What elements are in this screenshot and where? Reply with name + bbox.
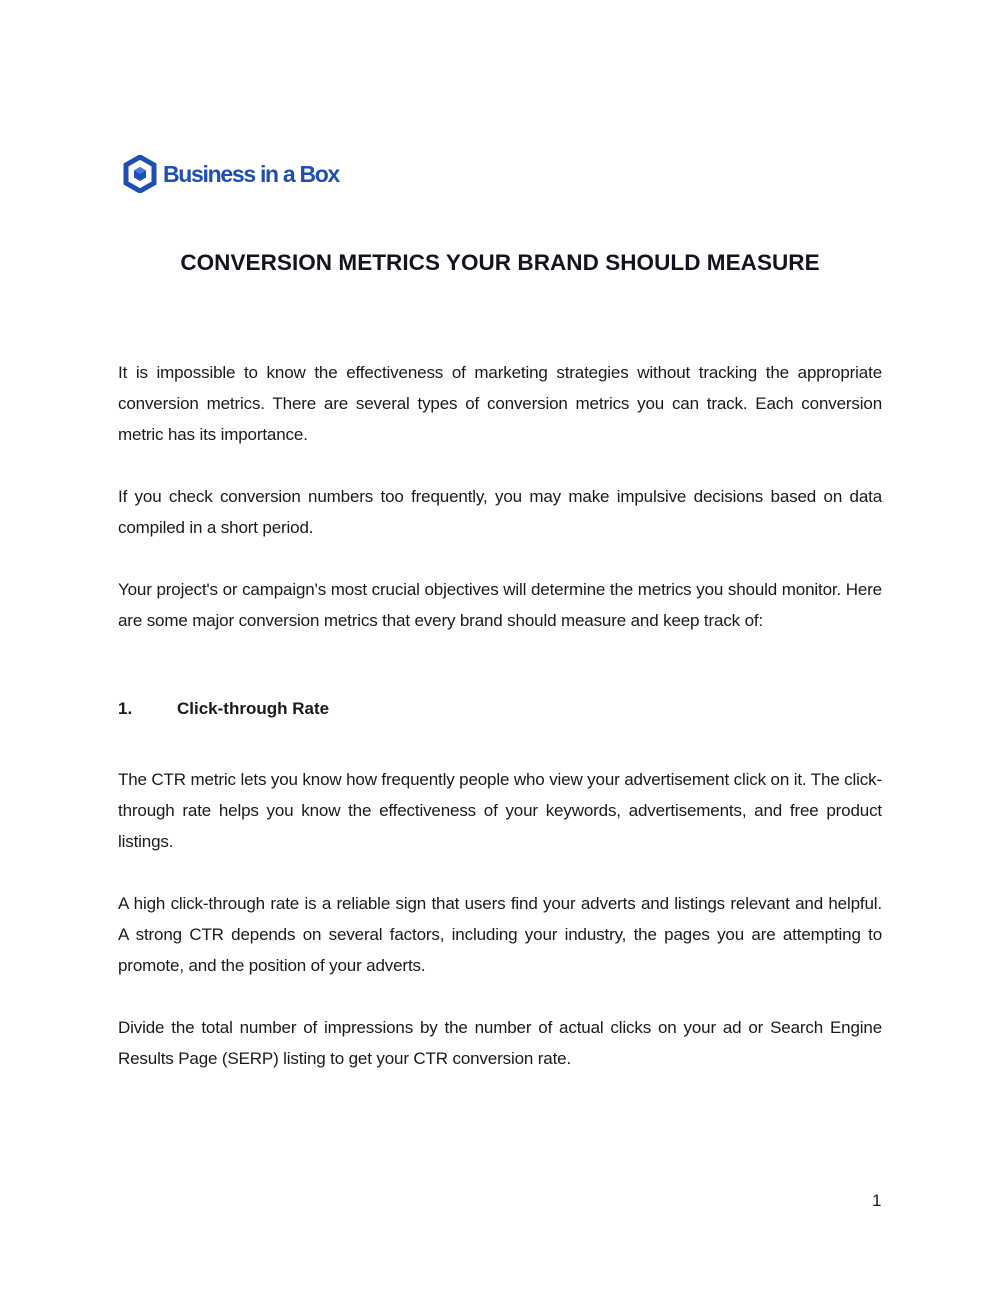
section-heading: [118, 693, 882, 724]
section-paragraph: A high click-through rate is a reliable sign that users find your adverts and listings relevant and helpful. A strong CTR depends on several factors, including your industry, the pages you are attempting to promote, and the position of your adverts.: [118, 894, 882, 975]
document-title: CONVERSION METRICS YOUR BRAND SHOULD MEASURE: [180, 250, 820, 275]
brand-logo: [123, 155, 339, 193]
section-paragraph: Divide the total number of impressions by the number of actual clicks on your ad or Search Engine Results Page (SERP) listing to get your CTR conversion rate.: [118, 1018, 882, 1068]
section-title: Click-through Rate: [177, 699, 330, 718]
intro-paragraph: Your project's or campaign's most crucial objectives will determine the metrics you should monitor. Here are some major conversion metrics that every brand should measure and keep track of:: [118, 580, 882, 630]
brand-name: Business in a Box: [163, 161, 340, 187]
section-number: 1.: [118, 699, 133, 718]
intro-paragraph: It is impossible to know the effectiveness of marketing strategies without tracking the appropriate conversion metrics. There are several types of conversion metrics you can track. Each conversion metric has its importance.: [118, 363, 882, 444]
intro-paragraph: If you check conversion numbers too frequently, you may make impulsive decisions based on data compiled in a short period.: [118, 487, 882, 537]
page-number: 1: [872, 1191, 882, 1210]
document-body: [118, 357, 882, 1105]
section-paragraph: The CTR metric lets you know how frequently people who view your advertisement click on it. The click-through rate helps you know the effectiveness of your keywords, advertisements, and free product listings.: [118, 770, 882, 851]
hexagon-cube-icon: [123, 155, 157, 193]
